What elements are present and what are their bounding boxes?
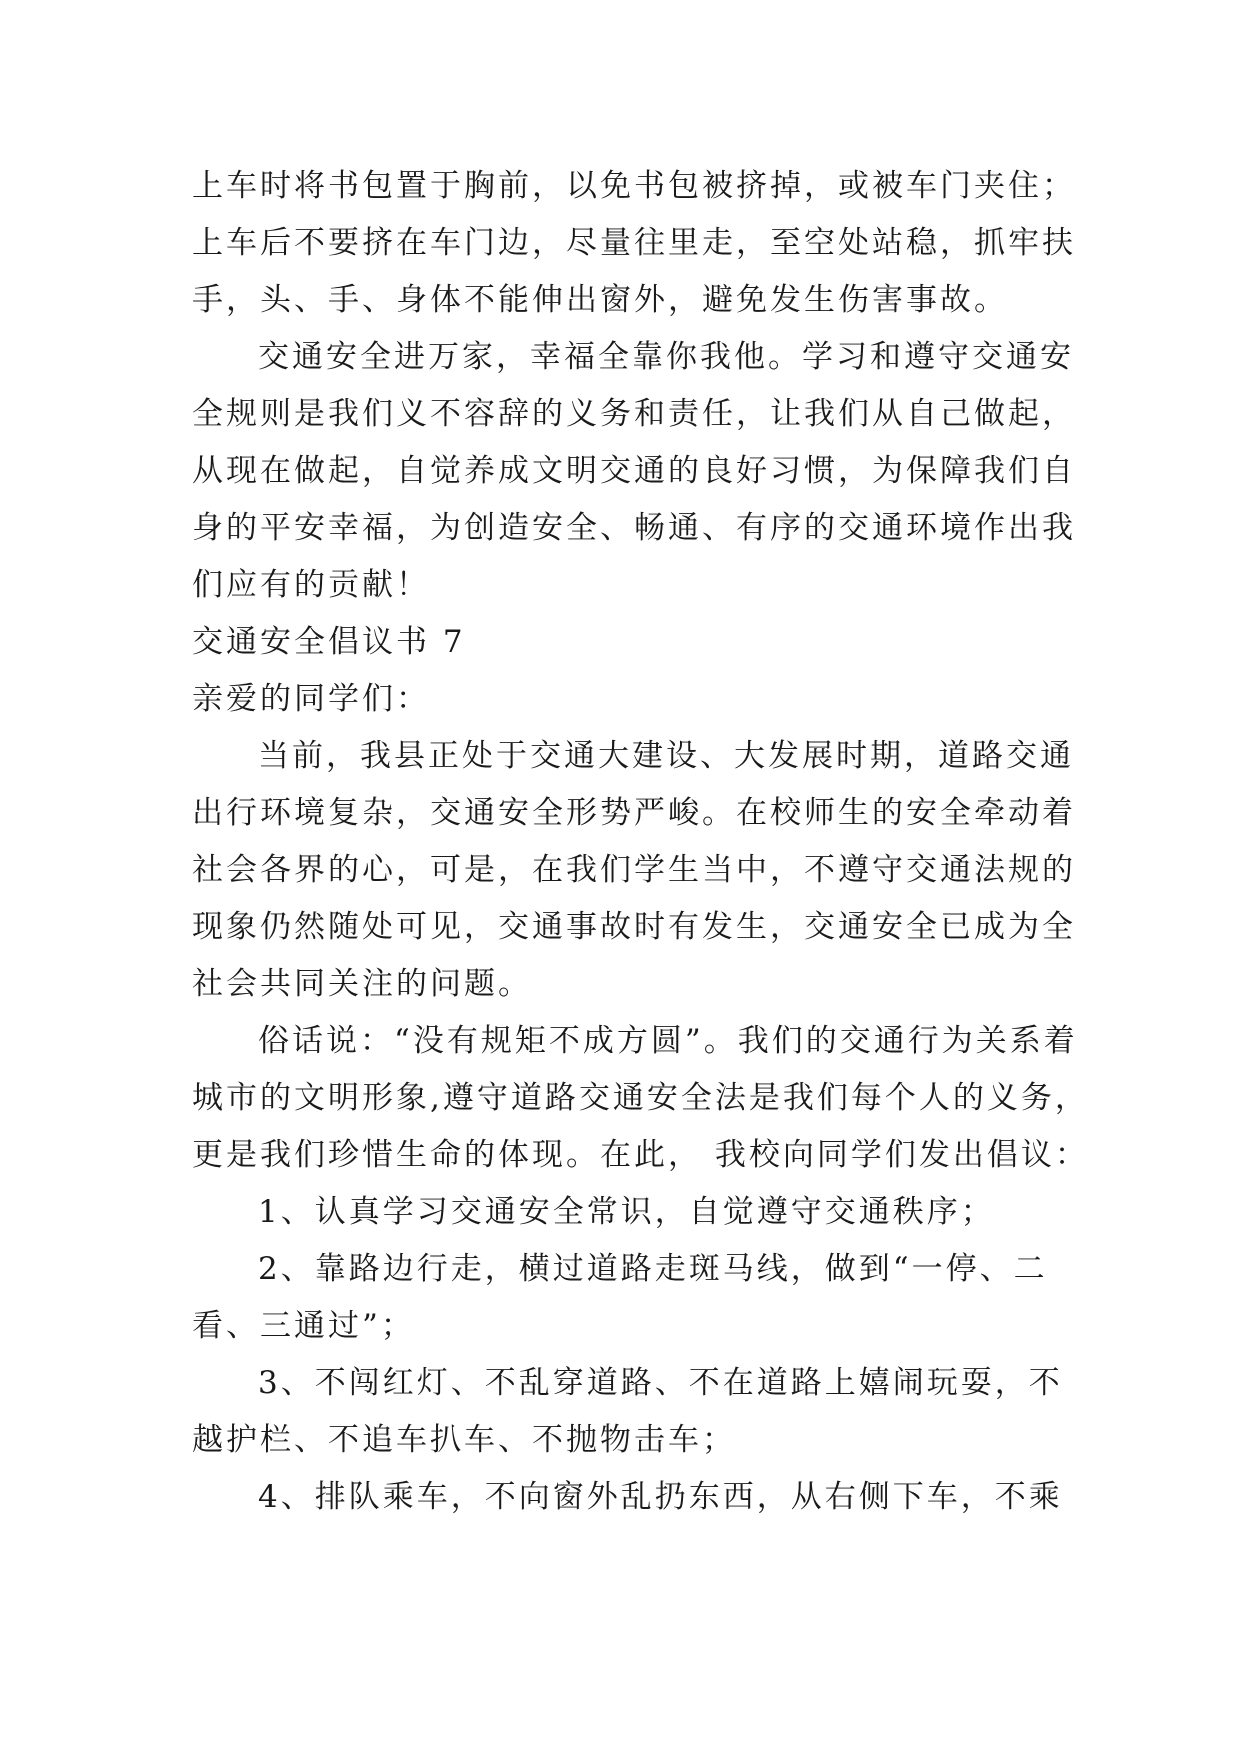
text-line: 全规则是我们义不容辞的义务和责任，让我们从自己做起， [192,396,1076,432]
list-item: 3、不闯红灯、不乱穿道路、不在道路上嬉闹玩耍，不 [258,1365,1063,1401]
text-line: 越护栏、不追车扒车、不抛物击车； [192,1422,736,1458]
list-item: 2、靠路边行走，横过道路走斑马线，做到“一停、二 [258,1251,1048,1287]
paragraph-first-line: 当前，我县正处于交通大建设、大发展时期，道路交通 [258,738,1074,774]
paragraph-first-line: 交通安全进万家，幸福全靠你我他。学习和遵守交通安 [258,339,1074,375]
list-item: 1、认真学习交通安全常识，自觉遵守交通秩序； [258,1194,995,1230]
list-item: 4、排队乘车，不向窗外乱扔东西，从右侧下车，不乘 [258,1479,1063,1515]
section-title: 交通安全倡议书 7 [192,624,466,660]
text-line: 看、三通过”； [192,1308,415,1344]
paragraph-first-line: 俗话说：“没有规矩不成方圆”。我们的交通行为关系着 [258,1023,1078,1059]
text-line: 社会各界的心，可是，在我们学生当中，不遵守交通法规的 [192,852,1076,888]
text-line: 城市的文明形象,遵守道路交通安全法是我们每个人的义务， [192,1080,1089,1116]
text-line: 现象仍然随处可见，交通事故时有发生，交通安全已成为全 [192,909,1076,945]
text-line: 出行环境复杂，交通安全形势严峻。在校师生的安全牵动着 [192,795,1076,831]
text-line: 社会共同关注的问题。 [192,966,532,1002]
text-line: 上车时将书包置于胸前，以免书包被挤掉，或被车门夹住； [192,168,1076,204]
text-line: 身的平安幸福，为创造安全、畅通、有序的交通环境作出我 [192,510,1076,546]
text-line: 们应有的贡献！ [192,567,430,603]
salutation: 亲爱的同学们： [192,681,430,717]
text-line: 更是我们珍惜生命的体现。在此， 我校向同学们发出倡议： [192,1137,1089,1173]
text-line: 手，头、手、身体不能伸出窗外，避免发生伤害事故。 [192,282,1008,318]
text-line: 从现在做起，自觉养成文明交通的良好习惯，为保障我们自 [192,453,1076,489]
text-line: 上车后不要挤在车门边，尽量往里走，至空处站稳，抓牢扶 [192,225,1076,261]
